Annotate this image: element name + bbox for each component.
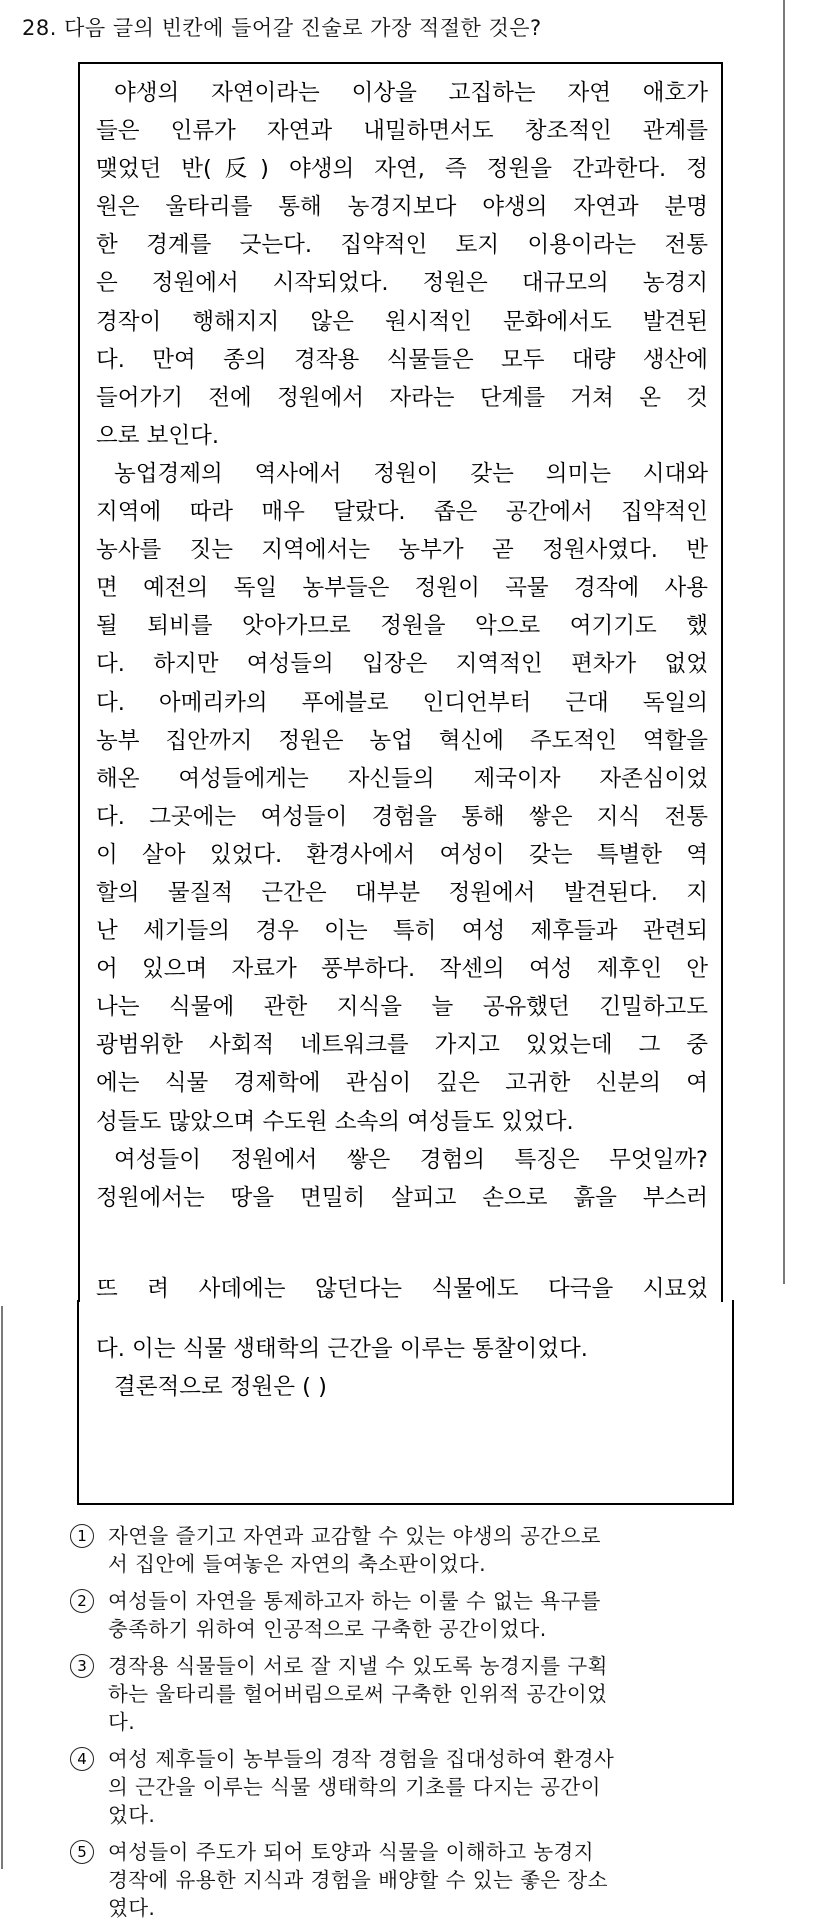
- choice-text: [108, 1652, 800, 1736]
- passage-line: 다. 하지만 여성들의 입장은 지역적인 편차가 없었: [96, 651, 708, 678]
- choice-4[interactable]: [70, 1745, 800, 1829]
- page-column-divider-bottom: [1, 1306, 3, 1869]
- passage-line: 농업경제의 역사에서 정원이 갖는 의미는 시대와: [114, 460, 708, 487]
- passage-text-top: [96, 74, 708, 1217]
- choice-number-icon: 3: [70, 1654, 94, 1678]
- passage-line: 다. 그곳에는 여성들이 경험을 통해 쌓은 지식 전통: [96, 803, 708, 830]
- choice-text-line: 경작에 유용한 지식과 경험을 배양할 수 있는 좋은 장소: [108, 1868, 608, 1892]
- passage-line: 은 정원에서 시작되었다. 정원은 대규모의 농경지: [96, 270, 708, 297]
- passage-line: 어 있으며 자료가 풍부하다. 작센의 여성 제후인 안: [96, 956, 708, 983]
- passage-line: 으로 보인다.: [96, 422, 219, 449]
- choice-text-line: 서 집안에 들여놓은 자연의 축소판이었다.: [108, 1552, 487, 1576]
- passage-line: 결론적으로 정원은 ( ): [114, 1374, 327, 1401]
- passage-line: 다. 만여 종의 경작용 식물들은 모두 대량 생산에: [96, 346, 708, 373]
- choice-text-line: 충족하기 위하여 인공적으로 구축한 공간이었다.: [108, 1617, 547, 1641]
- choice-5[interactable]: [70, 1838, 800, 1922]
- question-header: [22, 12, 542, 42]
- passage-line: 야생의 자연이라는 이상을 고집하는 자연 애호가: [114, 80, 708, 106]
- passage-line: 이 살아 있었다. 환경사에서 여성이 갖는 특별한 역: [96, 841, 708, 868]
- choice-text: [108, 1522, 800, 1578]
- passage-line: 들어가기 전에 정원에서 자라는 단계를 거쳐 온 것: [96, 384, 708, 411]
- passage-text-bottom: [96, 1276, 708, 1406]
- choice-text: [108, 1745, 800, 1829]
- passage-line: 다. 이는 식물 생태학의 근간을 이루는 통찰이었다.: [96, 1336, 588, 1362]
- choice-text-line: 여성들이 자연을 통제하고자 하는 이룰 수 없는 욕구를: [108, 1589, 601, 1613]
- passage-line: 에는 식물 경제학에 관심이 깊은 고귀한 신분의 여: [96, 1070, 708, 1097]
- passage-line: 될 퇴비를 앗아가므로 정원을 악으로 여기기도 했: [96, 613, 708, 640]
- passage-cut-line: [96, 1276, 708, 1330]
- passage-line: 맺었던 반(反) 야생의 자연, 즉 정원을 간과한다. 정: [96, 156, 708, 183]
- choice-text-line: 였다.: [108, 1896, 156, 1920]
- choice-number-icon: 5: [70, 1840, 94, 1864]
- choice-text-line: 었다.: [108, 1803, 156, 1827]
- choice-text: [108, 1587, 800, 1643]
- passage-line: 광범위한 사회적 네트워크를 가지고 있었는데 그 중: [96, 1032, 708, 1059]
- answer-choices: [70, 1522, 800, 1931]
- passage-line: 농사를 짓는 지역에서는 농부가 곧 정원사였다. 반: [96, 537, 708, 564]
- choice-text: [108, 1838, 800, 1922]
- choice-3[interactable]: [70, 1652, 800, 1736]
- choice-text-line: 여성 제후들이 농부들의 경작 경험을 집대성하여 환경사: [108, 1747, 615, 1771]
- passage-line: 뜨 려 사데에는 않던다는 식물에도 다극을 시묘었: [96, 1276, 708, 1302]
- choice-number-icon: 1: [70, 1524, 94, 1548]
- choice-2[interactable]: [70, 1587, 800, 1643]
- passage-line: 여성들이 정원에서 쌓은 경험의 특징은 무엇일까?: [114, 1146, 708, 1173]
- passage-line: 경작이 행해지지 않은 원시적인 문화에서도 발견된: [96, 308, 708, 335]
- passage-line: 해온 여성들에게는 자신들의 제국이자 자존심이었: [96, 765, 708, 792]
- choice-1[interactable]: [70, 1522, 800, 1578]
- passage-line: 난 세기들의 경우 이는 특히 여성 제후들과 관련되: [96, 918, 708, 945]
- choice-number-icon: 4: [70, 1747, 94, 1771]
- passage-box-top: [78, 62, 726, 1284]
- passage-line: 지역에 따라 매우 달랐다. 좁은 공간에서 집약적인: [96, 499, 708, 526]
- choice-text-line: 하는 울타리를 헐어버림으로써 구축한 인위적 공간이었: [108, 1682, 608, 1706]
- passage-line: 다. 아메리카의 푸에블로 인디언부터 근대 독일의: [96, 689, 708, 716]
- choice-text-line: 자연을 즐기고 자연과 교감할 수 있는 야생의 공간으로: [108, 1524, 601, 1548]
- page-column-divider-top: [783, 0, 785, 1284]
- passage-box-bottom: [77, 1276, 734, 1505]
- choice-number-icon: 2: [70, 1589, 94, 1613]
- passage-line: 할의 물질적 근간은 대부분 정원에서 발견된다. 지: [96, 879, 708, 906]
- choice-text-line: 다.: [108, 1710, 136, 1734]
- passage-line: 한 경계를 긋는다. 집약적인 토지 이용이라는 전통: [96, 232, 708, 259]
- passage-line: 성들도 많았으며 수도원 소속의 여성들도 있었다.: [96, 1108, 574, 1135]
- passage-line: 원은 울타리를 통해 농경지보다 야생의 자연과 분명: [96, 194, 708, 221]
- choice-text-line: 경작용 식물들이 서로 잘 지낼 수 있도록 농경지를 구획: [108, 1654, 608, 1678]
- choice-text-line: 여성들이 주도가 되어 토양과 식물을 이해하고 농경지: [108, 1840, 594, 1864]
- passage-line: 농부 집안까지 정원은 농업 혁신에 주도적인 역할을: [96, 727, 708, 754]
- passage-line: 나는 식물에 관한 지식을 늘 공유했던 긴밀하고도: [96, 994, 708, 1021]
- passage-line: 들은 인류가 자연과 내밀하면서도 창조적인 관계를: [96, 118, 708, 145]
- passage-line: 면 예전의 독일 농부들은 정원이 곡물 경작에 사용: [96, 575, 708, 602]
- passage-line: 정원에서는 땅을 면밀히 살피고 손으로 흙을 부스러: [96, 1184, 708, 1211]
- question-number: 28.: [22, 16, 57, 40]
- question-prompt: 다음 글의 빈칸에 들어갈 진술로 가장 적절한 것은?: [64, 16, 542, 40]
- choice-text-line: 의 근간을 이루는 식물 생태학의 기초를 다지는 공간이: [108, 1775, 601, 1799]
